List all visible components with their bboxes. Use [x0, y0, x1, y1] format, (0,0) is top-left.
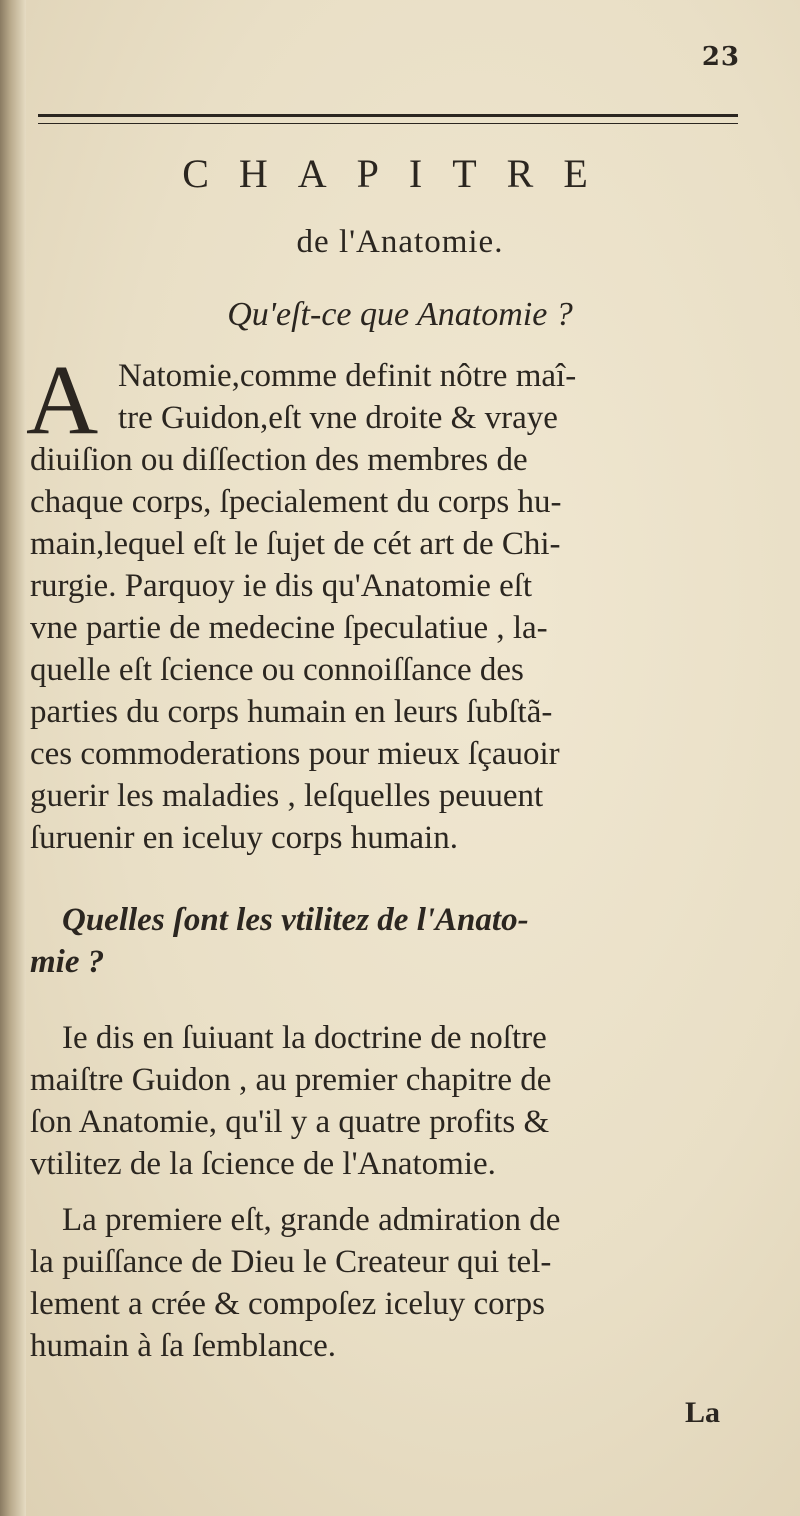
question-heading-line: mie ?	[30, 944, 105, 980]
text-line: vne partie de medecine ſpeculatiue , la-	[30, 610, 548, 646]
text-line: rurgie. Parquoy ie dis qu'Anatomie eſt	[30, 568, 533, 604]
text-line: La premiere eſt, grande admiration de	[62, 1202, 561, 1238]
text-line: ſuruenir en iceluy corps humain.	[30, 820, 458, 856]
text-line: guerir les maladies , leſquelles peuuent	[30, 778, 544, 814]
question-heading: Qu'eſt-ce que Anatomie ?	[227, 296, 573, 333]
text-line: chaque corps, ſpecialement du corps hu-	[30, 484, 562, 520]
drop-cap: A	[26, 344, 99, 455]
text-line: parties du corps humain en leurs ſubſtã-	[30, 694, 553, 730]
header-rule	[38, 114, 738, 124]
catchword: La	[684, 1396, 720, 1429]
text-line: diuiſion ou diſſection des membres de	[30, 442, 528, 478]
page-number: 23	[701, 42, 740, 72]
chapter-heading: CHAPITRE	[182, 151, 618, 196]
text-line: ces commoderations pour mieux ſçauoir	[30, 736, 560, 772]
text-line: Natomie,comme definit nôtre maî-	[118, 358, 577, 394]
text-line: vtilitez de la ſcience de l'Anatomie.	[30, 1146, 496, 1182]
text-line: lement a crée & compoſez iceluy corps	[30, 1286, 545, 1322]
text-line: humain à ſa ſemblance.	[30, 1328, 337, 1364]
text-line: tre Guidon,eſt vne droite & vraye	[118, 400, 558, 436]
text-line: Ie dis en ſuiuant la doctrine de noſtre	[62, 1020, 547, 1056]
text-line: la puiſſance de Dieu le Createur qui tel-	[30, 1244, 552, 1280]
chapter-subtitle: de l'Anatomie.	[296, 224, 504, 260]
text-line: main,lequel eſt le ſujet de cét art de Chi-	[30, 526, 561, 562]
text-line: quelle eſt ſcience ou connoiſſance des	[30, 652, 524, 688]
text-line: maiſtre Guidon , au premier chapitre de	[30, 1062, 552, 1098]
text-line: ſon Anatomie, qu'il y a quatre profits &	[30, 1104, 550, 1140]
question-heading-line: Quelles ſont les vtilitez de l'Anato-	[62, 902, 529, 938]
